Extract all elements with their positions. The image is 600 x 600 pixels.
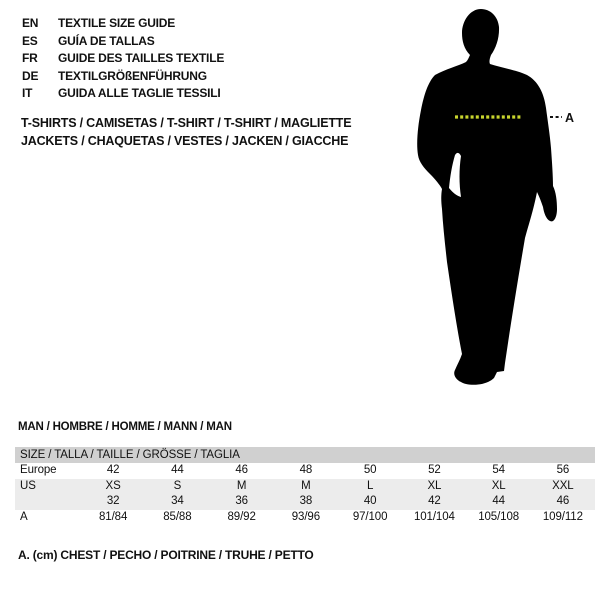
language-code: FR <box>22 51 38 66</box>
language-code: DE <box>22 68 39 83</box>
table-row-us <box>15 479 595 495</box>
row-label: Europe <box>20 464 57 476</box>
section-title: MAN / HOMBRE / HOMME / MANN / MAN <box>18 421 232 433</box>
size-cell: 46 <box>556 495 570 508</box>
table-row-chest <box>15 510 595 526</box>
man-silhouette-figure <box>406 5 581 400</box>
size-cell: XS <box>105 479 121 492</box>
size-cell: 109/112 <box>542 511 583 524</box>
size-cell: 101/104 <box>413 511 455 524</box>
size-cell: L <box>366 479 374 492</box>
row-label <box>15 494 81 510</box>
size-cell: S <box>173 479 182 492</box>
language-title: GUIDA ALLE TAGLIE TESSILI <box>58 86 221 101</box>
size-cell: 44 <box>171 464 184 476</box>
size-cell: M <box>236 479 247 492</box>
language-row-fr <box>22 50 224 68</box>
language-code: IT <box>22 86 33 101</box>
category-line-tshirts: T-SHIRTS / CAMISETAS / T-SHIRT / T-SHIRT / MAGLIETTE <box>21 116 352 130</box>
table-row-europe <box>15 463 595 479</box>
size-cell: 46 <box>235 464 248 476</box>
table-row-numeric <box>15 494 595 510</box>
size-cell: 52 <box>428 464 441 476</box>
row-label: A <box>20 511 28 524</box>
size-cell: 97/100 <box>352 511 388 524</box>
measurement-footnote: A. (cm) CHEST / PECHO / POITRINE / TRUHE / PETTO <box>18 548 314 562</box>
size-cell: 105/108 <box>478 511 520 524</box>
size-cell: 56 <box>556 464 570 476</box>
size-cell: 44 <box>492 495 505 508</box>
size-cell: 54 <box>492 464 505 476</box>
language-row-de <box>22 68 224 86</box>
table-header: SIZE / TALLA / TAILLE / GRÖSSE / TAGLIA <box>15 447 595 463</box>
size-cell: 89/92 <box>227 511 256 524</box>
measure-label-a: A <box>565 111 575 125</box>
size-cell: XL <box>491 479 506 492</box>
man-silhouette <box>417 9 557 385</box>
language-code: ES <box>22 33 38 48</box>
size-table <box>15 447 595 526</box>
language-row-es <box>22 33 224 51</box>
category-line-jackets: JACKETS / CHAQUETAS / VESTES / JACKEN / GIACCHE <box>21 134 349 148</box>
size-cell: 38 <box>299 495 313 508</box>
language-title: GUIDE DES TAILLES TEXTILE <box>58 51 225 66</box>
size-cell: 34 <box>171 495 184 508</box>
language-list <box>22 15 224 103</box>
size-cell: 42 <box>106 464 120 476</box>
size-cell: 36 <box>235 495 248 508</box>
size-cell: 48 <box>299 464 313 476</box>
category-lines <box>21 114 351 150</box>
size-cell: XL <box>427 479 442 492</box>
size-cell: 40 <box>363 495 377 508</box>
size-cell: 50 <box>363 464 377 476</box>
language-title: TEXTILGRÖßENFÜHRUNG <box>58 68 207 83</box>
size-cell: M <box>301 479 311 492</box>
size-cell: 93/96 <box>291 511 321 524</box>
size-cell: 85/88 <box>163 511 192 524</box>
language-code: EN <box>22 16 39 30</box>
size-cell: XXL <box>552 479 574 492</box>
language-title: TEXTILE SIZE GUIDE <box>58 16 176 30</box>
size-cell: 81/84 <box>98 511 128 524</box>
row-label: US <box>20 479 36 492</box>
size-cell: 32 <box>106 495 120 508</box>
language-row-en <box>22 15 224 33</box>
language-row-it <box>22 85 224 103</box>
language-title: GUÍA DE TALLAS <box>58 33 155 48</box>
size-cell: 42 <box>428 495 441 508</box>
